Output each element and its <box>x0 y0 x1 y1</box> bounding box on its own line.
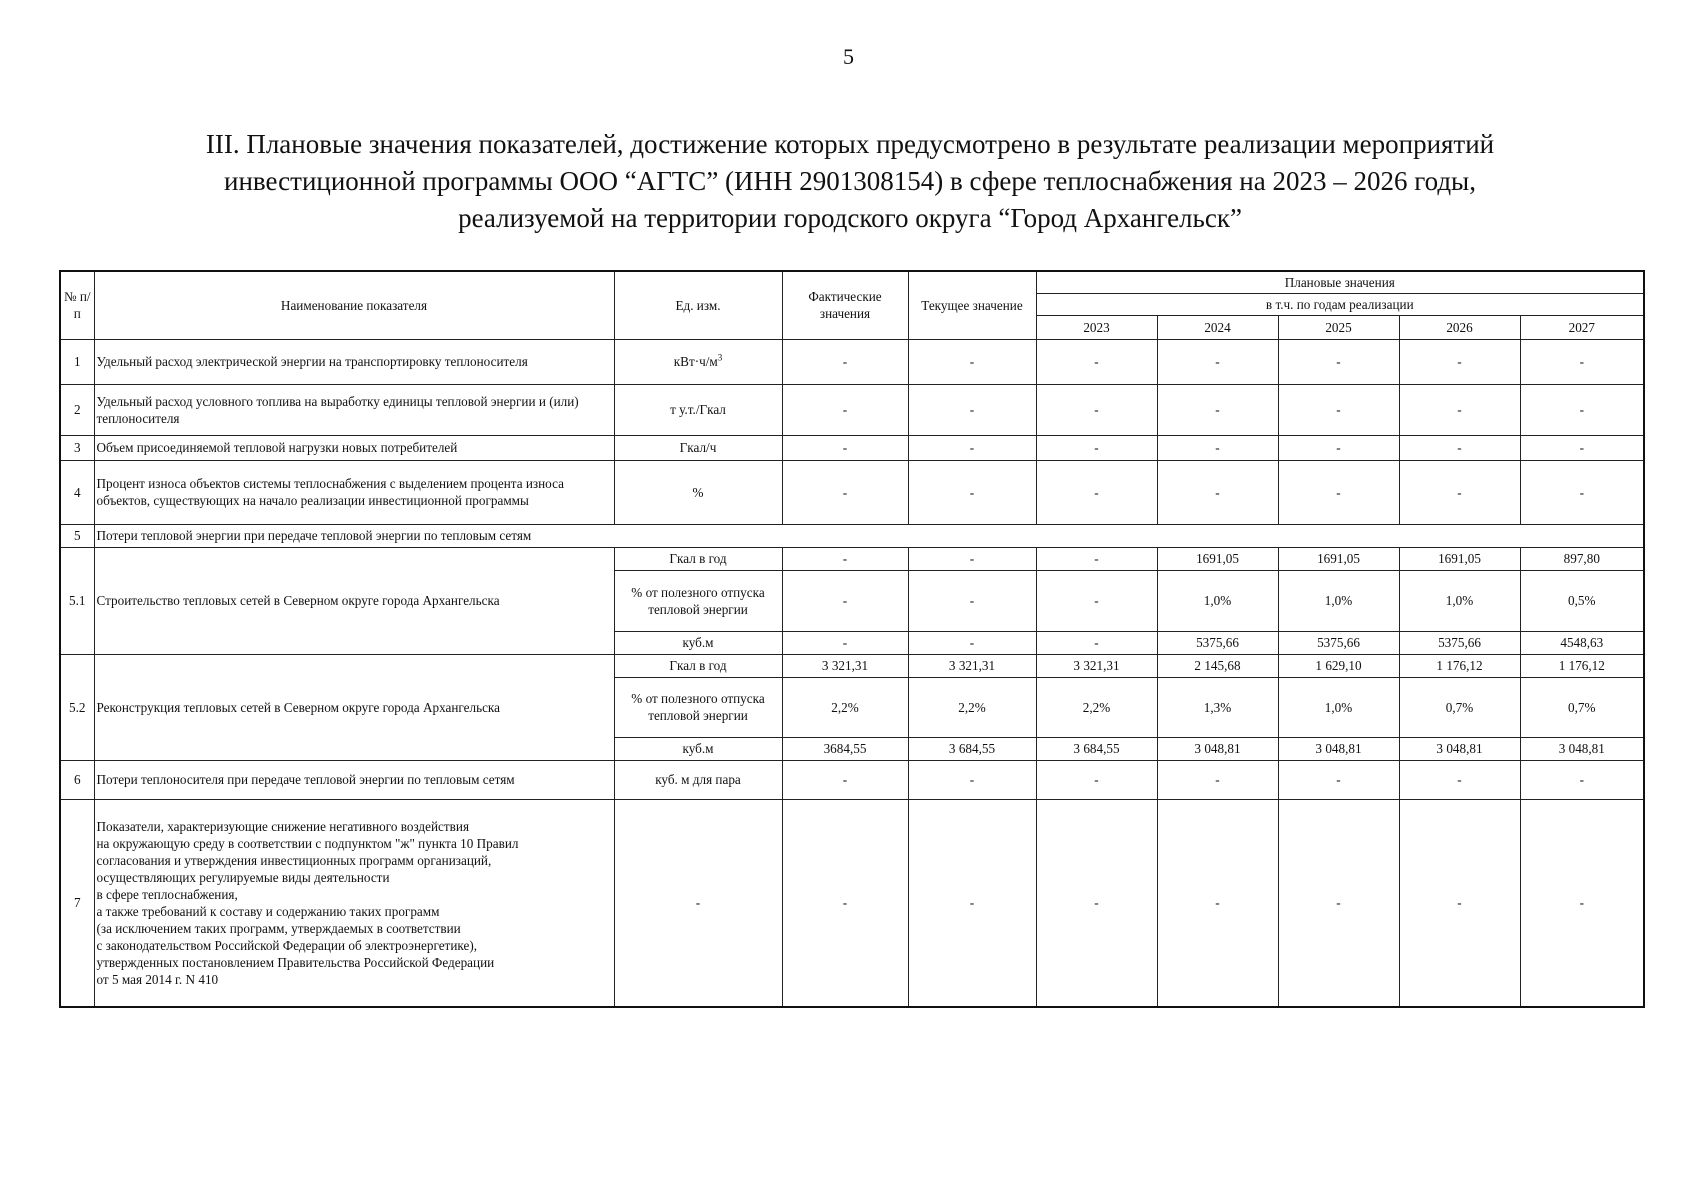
value-cell: - <box>908 799 1036 1007</box>
value-cell: 1,0% <box>1157 570 1278 631</box>
value-cell: - <box>1157 460 1278 524</box>
indicator-name: Потери теплоносителя при передаче тепловой энергии по тепловым сетям <box>94 760 614 799</box>
value-cell: 0,5% <box>1520 570 1644 631</box>
unit-cell: Гкал в год <box>614 654 782 677</box>
value-cell: - <box>1036 384 1157 435</box>
row-num: 1 <box>60 339 94 384</box>
header-by-years: в т.ч. по годам реализации <box>1036 293 1644 315</box>
value-cell: - <box>1278 460 1399 524</box>
unit-cell: куб.м <box>614 631 782 654</box>
unit-cell: - <box>614 799 782 1007</box>
unit-cell: куб. м для пара <box>614 760 782 799</box>
value-cell: 1,0% <box>1278 677 1399 737</box>
header-year: 2027 <box>1520 315 1644 339</box>
table-row <box>60 339 1644 384</box>
row-num: 6 <box>60 760 94 799</box>
row-num: 3 <box>60 435 94 460</box>
header-year: 2024 <box>1157 315 1278 339</box>
value-cell: - <box>908 339 1036 384</box>
value-cell: - <box>1036 760 1157 799</box>
value-cell: 1,0% <box>1278 570 1399 631</box>
value-cell: 3 048,81 <box>1278 737 1399 760</box>
indicator-name: Удельный расход условного топлива на выработку единицы тепловой энергии и (или) теплоносителя <box>94 384 614 435</box>
value-cell: 1,0% <box>1399 570 1520 631</box>
unit-cell: Гкал/ч <box>614 435 782 460</box>
value-cell: - <box>1399 339 1520 384</box>
indicators-table <box>59 270 1645 1008</box>
unit-cell: т у.т./Гкал <box>614 384 782 435</box>
value-cell: - <box>1520 435 1644 460</box>
value-cell: 3 048,81 <box>1399 737 1520 760</box>
unit-cell: % <box>614 460 782 524</box>
indicator-name: Показатели, характеризующие снижение негативного воздействия на окружающую среду в соответствии с подпунктом "ж" пункта 10 Правил согласования и утверждения инвестиционных программ организаций, осуществляющих регулируемые виды деятельности в сфере теплоснабжения, а также требований к составу и содержанию таких программ (за исключением таких программ, утверждаемых в соответствии с законодательством Российской Федерации об электроэнергетике), утвержденных постановлением Правительства Российской Федерации от 5 мая 2014 г. N 410 <box>94 799 614 1007</box>
value-cell: - <box>782 631 908 654</box>
value-cell: - <box>1278 760 1399 799</box>
title-line: инвестиционной программы ООО “АГТС” (ИНН 2901308154) в сфере теплоснабжения на 2023 – 2026 годы, <box>224 166 1476 196</box>
value-cell: 1 176,12 <box>1520 654 1644 677</box>
value-cell: - <box>1157 339 1278 384</box>
value-cell: - <box>1157 384 1278 435</box>
value-cell: - <box>1036 460 1157 524</box>
value-cell: 3 321,31 <box>782 654 908 677</box>
table-row <box>60 524 1644 547</box>
indicator-name: Строительство тепловых сетей в Северном округе города Архангельска <box>94 547 614 654</box>
value-cell: 0,7% <box>1520 677 1644 737</box>
value-cell: - <box>1399 460 1520 524</box>
title-line: III. Плановые значения показателей, достижение которых предусмотрено в результате реализации мероприятий <box>205 129 1495 159</box>
value-cell: - <box>1520 799 1644 1007</box>
value-cell: 1 176,12 <box>1399 654 1520 677</box>
value-cell: - <box>782 435 908 460</box>
indicator-name: Объем присоединяемой тепловой нагрузки новых потребителей <box>94 435 614 460</box>
table-row <box>60 460 1644 524</box>
unit-cell: $кВт\cdot ч/м^3$ <box>614 339 782 384</box>
value-cell: 897,80 <box>1520 547 1644 570</box>
value-cell: 2,2% <box>1036 677 1157 737</box>
header-year: 2025 <box>1278 315 1399 339</box>
row-num: 4 <box>60 460 94 524</box>
header-name: Наименование показателя <box>94 271 614 339</box>
indicator-name: Процент износа объектов системы теплоснабжения с выделением процента износа объектов, существующих на начало реализации инвестиционной программы <box>94 460 614 524</box>
value-cell: - <box>1157 435 1278 460</box>
value-cell: - <box>782 384 908 435</box>
value-cell: - <box>1278 339 1399 384</box>
value-cell: 5375,66 <box>1157 631 1278 654</box>
value-cell: - <box>1157 760 1278 799</box>
value-cell: 1 629,10 <box>1278 654 1399 677</box>
value-cell: - <box>1036 339 1157 384</box>
value-cell: - <box>1278 799 1399 1007</box>
header-unit: Ед. изм. <box>614 271 782 339</box>
value-cell: - <box>1520 384 1644 435</box>
value-cell: 5375,66 <box>1399 631 1520 654</box>
row-num: 2 <box>60 384 94 435</box>
value-cell: - <box>1036 570 1157 631</box>
value-cell: - <box>908 631 1036 654</box>
unit-cell: % от полезного отпуска тепловой энергии <box>614 570 782 631</box>
value-cell: 2,2% <box>782 677 908 737</box>
value-cell: - <box>1399 799 1520 1007</box>
value-cell: - <box>908 760 1036 799</box>
value-cell: - <box>782 339 908 384</box>
value-cell: 2,2% <box>908 677 1036 737</box>
value-cell: - <box>908 460 1036 524</box>
value-cell: - <box>1399 435 1520 460</box>
value-cell: - <box>1520 760 1644 799</box>
page-number: 5 <box>843 44 854 69</box>
value-cell: 3 684,55 <box>1036 737 1157 760</box>
section-title: Потери тепловой энергии при передаче тепловой энергии по тепловым сетям <box>94 524 1644 547</box>
row-num: 5 <box>60 524 94 547</box>
value-cell: - <box>1036 631 1157 654</box>
value-cell: 1,3% <box>1157 677 1278 737</box>
table-row <box>60 654 1644 677</box>
value-cell: 3 684,55 <box>908 737 1036 760</box>
value-cell: - <box>782 570 908 631</box>
document-title <box>100 126 1600 237</box>
value-cell: - <box>908 570 1036 631</box>
title-line: реализуемой на территории городского округа “Город Архангельск” <box>458 203 1242 233</box>
header-year: 2023 <box>1036 315 1157 339</box>
header-actual: Фактические значения <box>782 271 908 339</box>
table-row <box>60 435 1644 460</box>
unit-cell: куб.м <box>614 737 782 760</box>
table-row <box>60 760 1644 799</box>
value-cell: - <box>908 547 1036 570</box>
value-cell: - <box>1520 460 1644 524</box>
table-row <box>60 384 1644 435</box>
indicator-name: Реконструкция тепловых сетей в Северном округе города Архангельска <box>94 654 614 760</box>
value-cell: - <box>1399 384 1520 435</box>
table-row <box>60 547 1644 570</box>
value-cell: 0,7% <box>1399 677 1520 737</box>
value-cell: 1691,05 <box>1157 547 1278 570</box>
value-cell: 1691,05 <box>1399 547 1520 570</box>
value-cell: - <box>1278 435 1399 460</box>
value-cell: - <box>1520 339 1644 384</box>
value-cell: - <box>782 460 908 524</box>
value-cell: 3684,55 <box>782 737 908 760</box>
row-num: 7 <box>60 799 94 1007</box>
value-cell: - <box>1157 799 1278 1007</box>
header-num: № п/п <box>60 271 94 339</box>
row-num: 5.2 <box>60 654 94 760</box>
header-current: Текущее значение <box>908 271 1036 339</box>
value-cell: - <box>782 760 908 799</box>
unit-cell: Гкал в год <box>614 547 782 570</box>
table-row <box>60 799 1644 1007</box>
value-cell: - <box>908 435 1036 460</box>
value-cell: 2 145,68 <box>1157 654 1278 677</box>
value-cell: - <box>1399 760 1520 799</box>
value-cell: - <box>782 799 908 1007</box>
value-cell: 3 048,81 <box>1157 737 1278 760</box>
value-cell: 3 048,81 <box>1520 737 1644 760</box>
header-year: 2026 <box>1399 315 1520 339</box>
value-cell: - <box>782 547 908 570</box>
unit-cell: % от полезного отпуска тепловой энергии <box>614 677 782 737</box>
value-cell: 3 321,31 <box>908 654 1036 677</box>
value-cell: 5375,66 <box>1278 631 1399 654</box>
value-cell: - <box>1036 799 1157 1007</box>
value-cell: - <box>1036 547 1157 570</box>
value-cell: 1691,05 <box>1278 547 1399 570</box>
value-cell: - <box>908 384 1036 435</box>
value-cell: 3 321,31 <box>1036 654 1157 677</box>
row-num: 5.1 <box>60 547 94 654</box>
value-cell: - <box>1278 384 1399 435</box>
value-cell: 4548,63 <box>1520 631 1644 654</box>
header-planned: Плановые значения <box>1036 271 1644 293</box>
value-cell: - <box>1036 435 1157 460</box>
indicator-name: Удельный расход электрической энергии на транспортировку теплоносителя <box>94 339 614 384</box>
